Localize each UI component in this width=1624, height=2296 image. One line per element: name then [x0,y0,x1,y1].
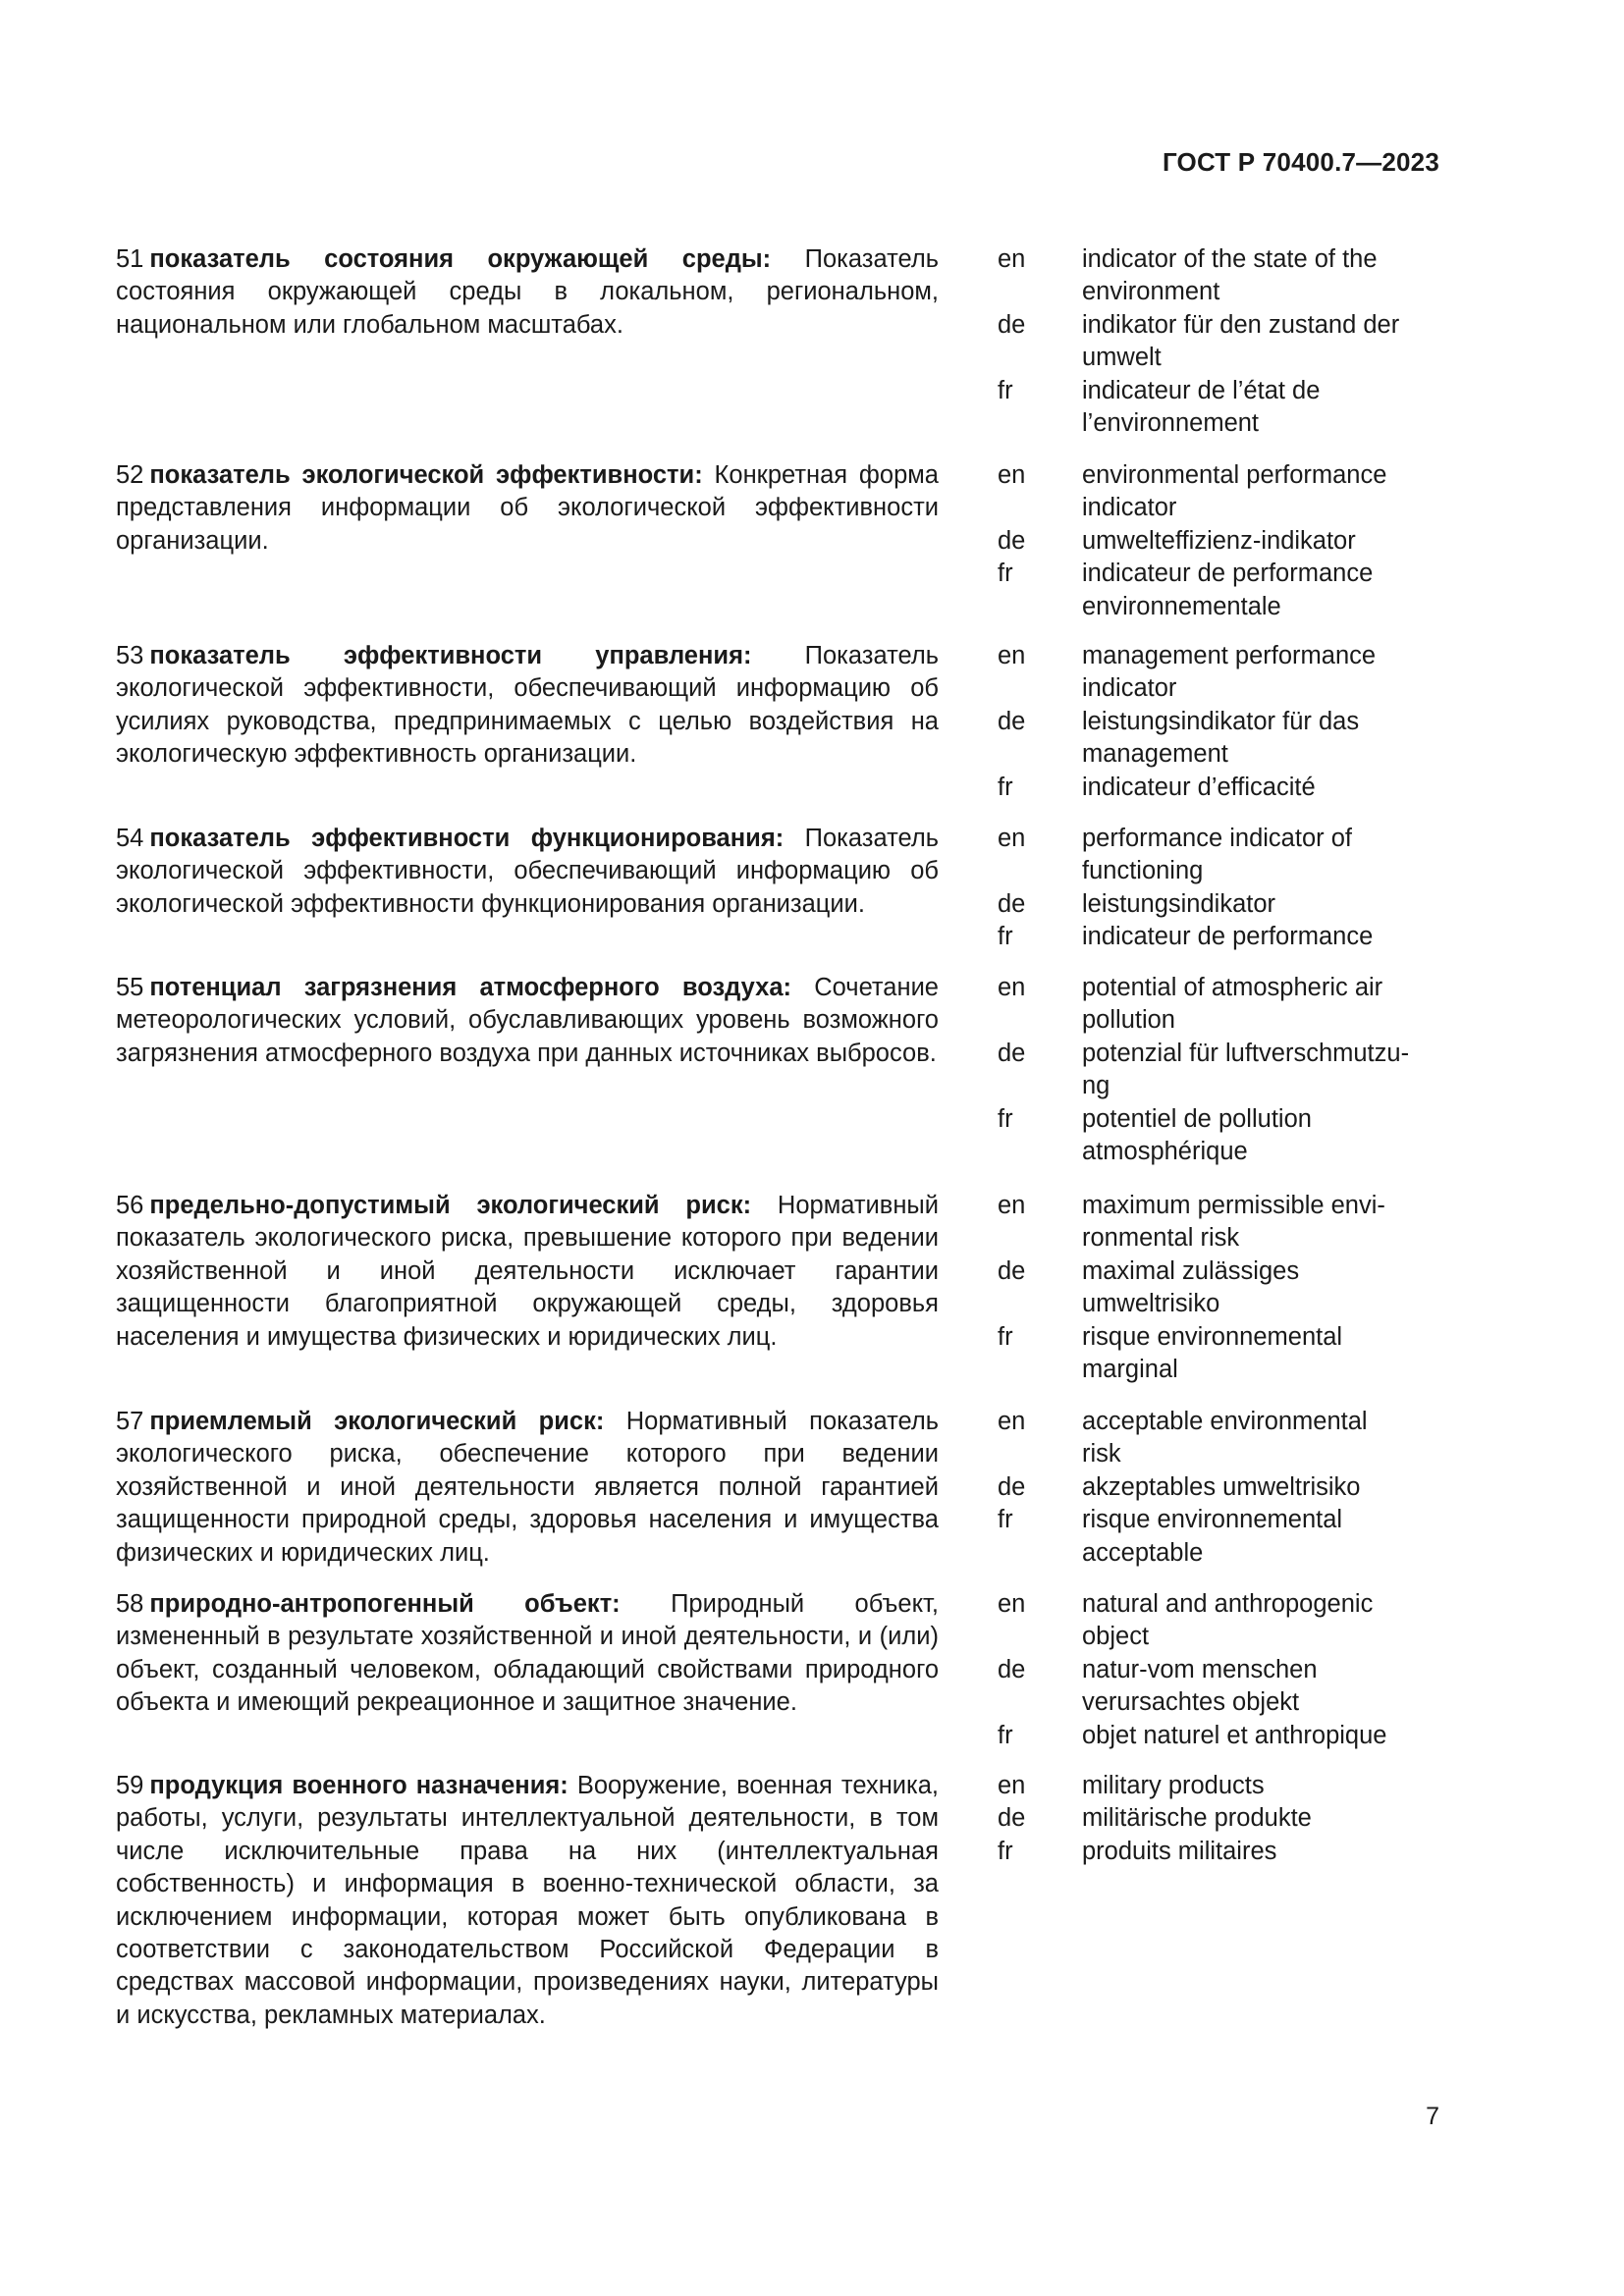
translation-text: indicateur de l’état de [1082,376,1321,404]
language-code: de [998,1039,1026,1067]
translation-text: environment [1082,278,1220,306]
term-translations [998,1190,1449,1386]
translation-text: atmosphérique [1082,1138,1248,1166]
language-code: de [998,1655,1026,1683]
term-title: природно-антропогенный объект: [149,1590,621,1618]
language-code [998,1686,1082,1719]
translation-text: indicator [1082,674,1177,703]
translation-row [998,1504,1449,1536]
language-code [998,1070,1082,1102]
term-title: приемлемый экологический риск: [149,1408,605,1435]
term-definition-text: Природный объект, измененный в результате хозяйственной и иной деятельности, и (или) объект, созданный человеком, обладающий свойствами природного объекта и имеющий рекреационное и защитное значение. [116,1590,939,1717]
language-code: fr [998,1104,1013,1133]
translation-text: umwelteffizienz-indikator [1082,526,1356,555]
translation-row [998,888,1449,921]
term-translations [998,1588,1449,1752]
language-code: en [998,1772,1026,1799]
translation-text: ng [1082,1072,1110,1100]
language-code: en [998,642,1026,669]
term-definition [116,1406,939,1570]
term-definition [116,459,939,558]
term-number: 56 [116,1192,144,1219]
translation-text: marginal [1082,1356,1178,1384]
translation-row [998,823,1449,855]
translation-text: potenzial für luftverschmutzu- [1082,1039,1410,1067]
term-definition [116,972,939,1070]
language-code: fr [998,1837,1013,1865]
term-definition-text: Конкретная форма представления информации об экологической эффективности организации. [116,461,939,555]
language-code: en [998,1408,1026,1435]
translation-row [998,1802,1449,1835]
translation-text: produits militaires [1082,1837,1277,1865]
translation-text: indicator [1082,494,1177,522]
translation-row [998,243,1449,276]
language-code: en [998,245,1026,273]
language-code: de [998,526,1026,555]
term-translations [998,459,1449,623]
translation-text: environmental performance [1082,461,1387,489]
term-definition [116,1190,939,1354]
translation-row [998,525,1449,558]
translation-text: acceptable environmental [1082,1408,1368,1435]
translation-text: acceptable [1082,1538,1204,1567]
translation-row [998,558,1449,590]
translation-row [998,276,1449,308]
language-code: en [998,825,1026,852]
language-code: fr [998,1322,1013,1351]
translation-row [998,972,1449,1004]
translation-text: potentiel de pollution [1082,1104,1312,1133]
language-code [998,591,1082,623]
translation-row [998,492,1449,524]
translation-row [998,706,1449,738]
translation-text: management [1082,740,1228,769]
translation-row [998,738,1449,771]
translation-row [998,640,1449,672]
translation-row [998,309,1449,342]
term-number: 55 [116,974,144,1001]
language-code: de [998,1256,1026,1285]
translation-text: leistungsindikator [1082,889,1276,918]
translation-row [998,1720,1449,1752]
translation-row [998,1406,1449,1438]
translation-row [998,1103,1449,1136]
language-code [998,1222,1082,1255]
translation-text: risk [1082,1440,1121,1468]
language-code [998,407,1082,440]
translation-row [998,342,1449,374]
translation-row [998,1004,1449,1037]
translation-row [998,1136,1449,1168]
translation-row [998,772,1449,804]
translation-text: environnementale [1082,592,1281,620]
translation-row [998,1190,1449,1222]
language-code: fr [998,376,1013,404]
translation-row [998,1836,1449,1868]
language-code: en [998,1590,1026,1618]
language-code [998,1288,1082,1320]
language-code: de [998,1804,1026,1833]
language-code [998,492,1082,524]
translation-text: natur-vom menschen [1082,1655,1318,1683]
language-code [998,1537,1082,1570]
term-translations [998,1406,1449,1570]
document-code: ГОСТ Р 70400.7—2023 [1162,147,1439,177]
language-code: en [998,461,1026,489]
translation-text: maximal zulässiges [1082,1256,1300,1285]
term-title: показатель состояния окружающей среды: [149,245,772,273]
translation-row [998,855,1449,887]
translation-row [998,1038,1449,1070]
language-code: fr [998,560,1013,588]
language-code: de [998,889,1026,918]
translation-row [998,1621,1449,1653]
term-definition [116,823,939,921]
translation-text: management performance [1082,642,1377,669]
language-code: fr [998,923,1013,951]
language-code [998,1438,1082,1470]
term-definition-text: Показатель экологической эффективности, обеспечивающий информацию об усилиях руководства, предпринимаемых с целью воздействия на экологическую эффективность организации. [116,642,939,769]
term-translations [998,243,1449,440]
translation-row [998,407,1449,440]
term-title: показатель экологической эффективности: [149,461,703,489]
translation-text: performance indicator of [1082,825,1352,852]
language-code: de [998,707,1026,735]
translation-row [998,1321,1449,1354]
translation-row [998,672,1449,705]
term-number: 58 [116,1590,144,1618]
translation-text: ronmental risk [1082,1224,1240,1253]
language-code [998,276,1082,308]
translation-text: military products [1082,1772,1265,1799]
term-number: 53 [116,642,144,669]
translation-row [998,1471,1449,1504]
translation-text: risque environnemental [1082,1322,1343,1351]
term-translations [998,640,1449,804]
term-title: продукция военного назначения: [149,1772,568,1799]
translation-row [998,1222,1449,1255]
term-title: показатель эффективности управления: [149,642,752,669]
translation-row [998,1770,1449,1802]
translation-text: indicateur d’efficacité [1082,773,1316,801]
language-code [998,342,1082,374]
term-number: 57 [116,1408,144,1435]
term-definition-text: Показатель экологической эффективности, обеспечивающий информацию об экологической эффективности функционирования организации. [116,825,939,918]
term-definition-text: Сочетание метеорологических условий, обуславливающих уровень возможного загрязнения атмосферного воздуха при данных источниках выбросов. [116,974,939,1067]
translation-text: potential of atmospheric air [1082,974,1383,1001]
translation-text: natural and anthropogenic [1082,1590,1374,1618]
translation-row [998,1438,1449,1470]
translation-text: indicateur de performance [1082,923,1374,951]
translation-text: objet naturel et anthropique [1082,1721,1387,1749]
term-translations [998,972,1449,1168]
translation-text: umwelt [1082,344,1162,372]
translation-row [998,1537,1449,1570]
term-title: показатель эффективности функционирования: [149,825,785,852]
translation-text: l’environnement [1082,409,1260,438]
language-code: fr [998,1721,1013,1749]
term-number: 52 [116,461,144,489]
translation-row [998,591,1449,623]
translation-row [998,459,1449,492]
translation-text: leistungsindikator für das [1082,707,1360,735]
translation-row [998,921,1449,953]
translation-row [998,1354,1449,1386]
language-code [998,855,1082,887]
term-definition-text: Вооружение, военная техника, работы, услуги, результаты интеллектуальной деятельности, в том числе исключительные права на них (интеллектуальная собственность) и информация в военно-технической области, за исключением информации, которая может быть опубликована в соответствии с законодательством Российской Федерации в средствах массовой информации, произведениях науки, литературы и искусства, рекламных материалах. [116,1772,940,2029]
translation-text: militärische produkte [1082,1804,1312,1833]
term-definition [116,640,939,772]
language-code: en [998,974,1026,1001]
term-number: 59 [116,1772,144,1799]
translation-row [998,1255,1449,1288]
translation-text: pollution [1082,1006,1175,1035]
language-code: fr [998,773,1013,801]
translation-text: maximum permissible envi- [1082,1192,1385,1219]
language-code [998,738,1082,771]
translation-text: umweltrisiko [1082,1290,1220,1318]
translation-text: verursachtes objekt [1082,1688,1300,1717]
term-number: 54 [116,825,144,852]
language-code [998,1621,1082,1653]
translation-row [998,1686,1449,1719]
language-code [998,1136,1082,1168]
term-definition-text: Показатель состояния окружающей среды в локальном, региональном, национальном или глобальном масштабах. [116,245,939,339]
language-code: de [998,310,1026,339]
language-code: de [998,1472,1026,1501]
term-definition [116,1770,939,2032]
language-code: en [998,1192,1026,1219]
translation-text: functioning [1082,857,1204,885]
term-definition-text: Нормативный показатель экологического риска, превышение которого при ведении хозяйственной и иной деятельности исключает гарантии защищенности благоприятной окружающей среды, здоровья населения и имущества физических и юридических лиц. [116,1192,939,1351]
term-title: предельно-допустимый экологический риск: [149,1192,752,1219]
term-translations [998,823,1449,954]
term-translations [998,1770,1449,1868]
term-definition [116,1588,939,1720]
term-number: 51 [116,245,144,273]
translation-text: akzeptables umweltrisiko [1082,1472,1361,1501]
translation-row [998,1588,1449,1621]
translation-text: indicateur de performance [1082,560,1374,588]
translation-row [998,1288,1449,1320]
translation-text: risque environnemental [1082,1506,1343,1534]
translation-text: indicator of the state of the [1082,245,1378,273]
language-code [998,1354,1082,1386]
term-definition [116,243,939,342]
translation-text: object [1082,1623,1150,1651]
language-code [998,1004,1082,1037]
term-title: потенциал загрязнения атмосферного воздуха: [149,974,792,1001]
translation-row [998,375,1449,407]
language-code [998,672,1082,705]
translation-row [998,1070,1449,1102]
term-definition-text: Нормативный показатель экологического риска, обеспечение которого при ведении хозяйственной и иной деятельности является полной гарантией защищенности природной среды, здоровья населения и имущества физических и юридических лиц. [116,1408,939,1567]
language-code: fr [998,1506,1013,1534]
translation-text: indikator für den zustand der [1082,310,1400,339]
translation-row [998,1654,1449,1686]
page-number: 7 [1426,2103,1439,2130]
